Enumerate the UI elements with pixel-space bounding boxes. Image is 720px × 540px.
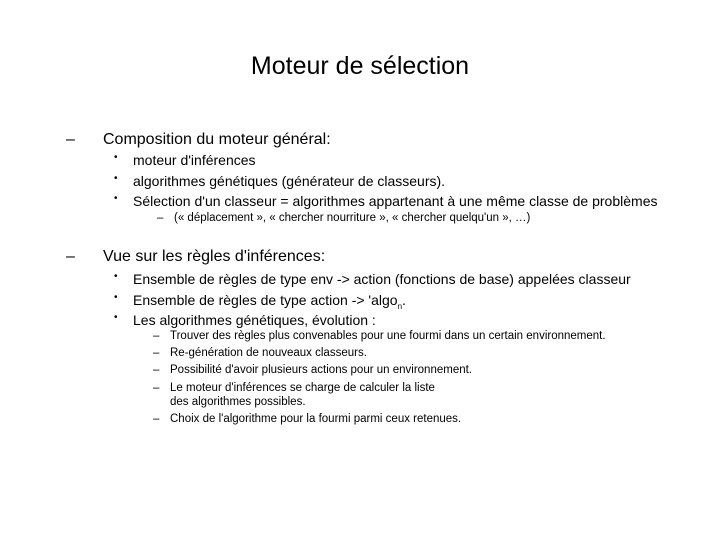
slide-title: Moteur de sélection bbox=[250, 52, 470, 80]
dash-marker: – bbox=[153, 364, 160, 376]
bullet-marker: • bbox=[114, 312, 118, 323]
dash-marker: – bbox=[66, 248, 75, 265]
list-item bbox=[133, 292, 406, 311]
list-item: moteur d'inférences bbox=[133, 152, 256, 168]
sub-item: (« déplacement », « chercher nourriture », « chercher quelqu'un », …) bbox=[174, 212, 531, 224]
dash-marker: – bbox=[153, 347, 160, 359]
sub-item-continuation: des algorithmes possibles. bbox=[170, 396, 306, 408]
section-heading: Composition du moteur général: bbox=[103, 131, 331, 148]
list-item-text: Ensemble de règles de type action -> 'algo bbox=[133, 292, 398, 308]
list-item: Sélection d'un classeur = algorithmes appartenant à une même classe de problèmes bbox=[133, 193, 658, 209]
dash-marker: – bbox=[153, 382, 160, 394]
bullet-marker: • bbox=[114, 193, 118, 204]
section-heading: Vue sur les règles d'inférences: bbox=[103, 248, 326, 265]
list-item: Ensemble de règles de type env -> action (fonctions de base) appelées classeur bbox=[133, 271, 631, 287]
sub-item: Trouver des règles plus convenables pour une fourmi dans un certain environnement. bbox=[170, 330, 606, 342]
list-item: Les algorithmes génétiques, évolution : bbox=[133, 312, 376, 328]
bullet-marker: • bbox=[114, 292, 118, 303]
sub-item: Possibilité d'avoir plusieurs actions pour un environnement. bbox=[170, 364, 472, 376]
list-item: algorithmes génétiques (générateur de classeurs). bbox=[133, 173, 446, 189]
bullet-marker: • bbox=[114, 173, 118, 184]
dash-marker: – bbox=[157, 212, 164, 224]
dash-marker: – bbox=[153, 413, 160, 425]
dash-marker: – bbox=[66, 131, 75, 148]
bullet-marker: • bbox=[114, 152, 118, 163]
sub-item: Le moteur d'inférences se charge de calculer la liste bbox=[170, 382, 435, 394]
sub-item: Re-génération de nouveaux classeurs. bbox=[170, 347, 367, 359]
suffix: . bbox=[402, 292, 406, 308]
subscript: n bbox=[397, 301, 403, 311]
sub-item: Choix de l'algorithme pour la fourmi parmi ceux retenues. bbox=[170, 413, 462, 425]
bullet-marker: • bbox=[114, 271, 118, 282]
dash-marker: – bbox=[153, 330, 160, 342]
